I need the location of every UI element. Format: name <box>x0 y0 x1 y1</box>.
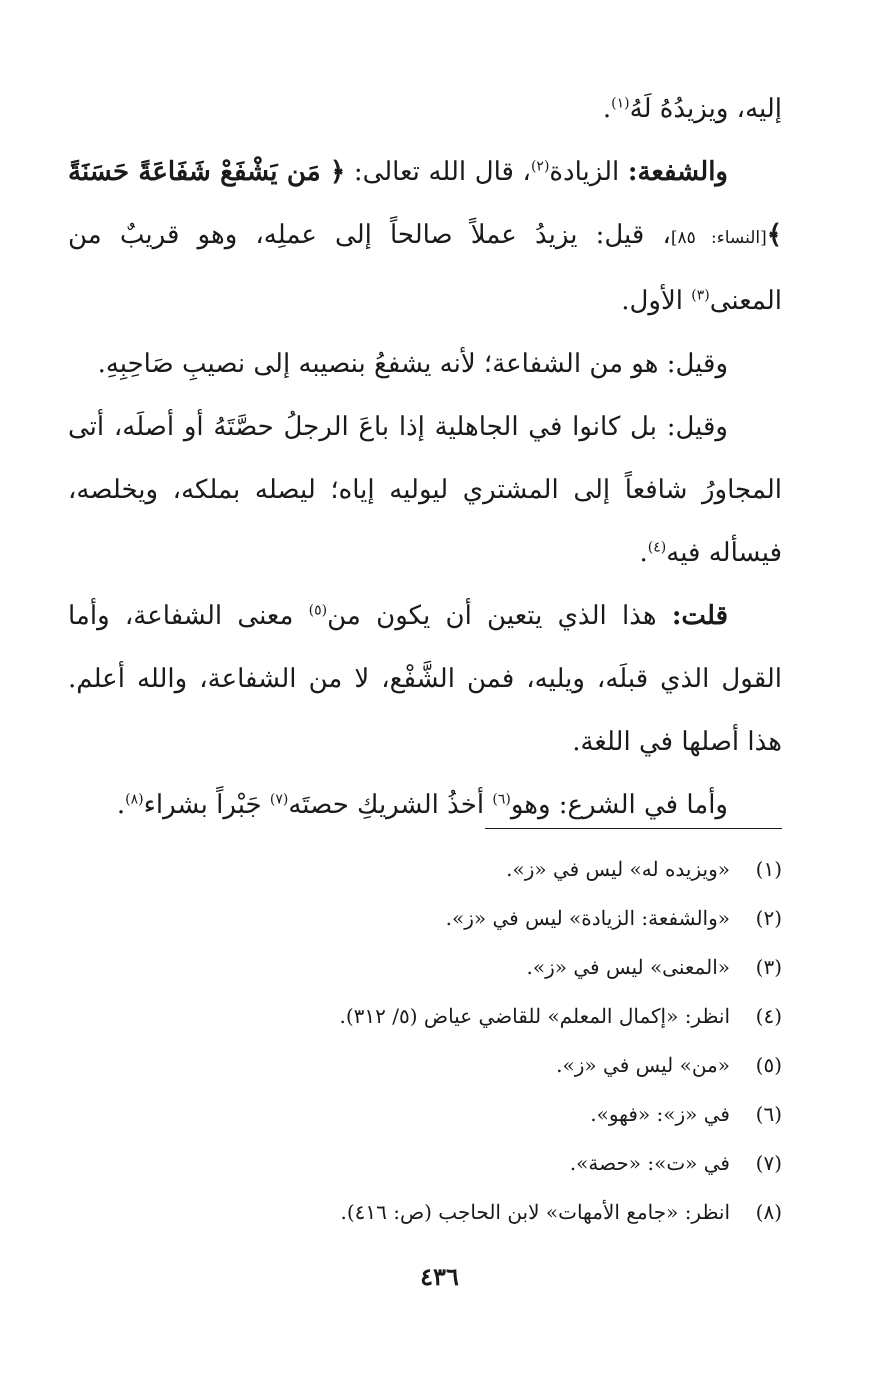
footnote-number: (١) <box>755 857 782 881</box>
page-number: ٤٣٦ <box>420 1262 459 1291</box>
footnote-text: انظر: «إكمال المعلم» للقاضي عياض (٥/ ٣١٢). <box>339 1004 730 1028</box>
footnote-item <box>68 992 782 1041</box>
footnote-number: (٥) <box>755 1053 782 1077</box>
term-shufa: والشفعة: <box>627 157 728 187</box>
paragraph-6-text-3: جَبْراً بشراء <box>143 790 270 820</box>
verse-reference: [النساء: ٨٥] <box>670 228 767 248</box>
paragraph-1 <box>68 78 782 141</box>
footnote-text: «المعنى» ليس في «ز». <box>526 955 730 979</box>
paragraph-2-text-1: الزيادة <box>549 157 628 187</box>
quran-verse: ﴿ مَن يَشْفَعْ شَفَاعَةً حَسَنَةً ﴾ <box>68 157 783 250</box>
footnote-item <box>68 1090 782 1139</box>
paragraph-6-text-2: أخذُ الشريكِ حصتَه <box>288 790 493 820</box>
paragraph-5-text-2: معنى الشفاعة، وأما القول الذي قبلَه، ويليه، فمن الشَّفْع، لا من الشفاعة، والله أعلم. هذا أصلها في اللغة. <box>68 601 782 757</box>
main-text <box>68 78 782 837</box>
paragraph-3: وقيل: هو من الشفاعة؛ لأنه يشفعُ بنصيبه إلى نصيبِ صَاحِبِهِ. <box>97 349 728 379</box>
footnote-item <box>68 845 782 894</box>
paragraph-4-end: . <box>639 538 648 568</box>
footnote-item <box>68 894 782 943</box>
footnote-text: «والشفعة: الزيادة» ليس في «ز». <box>445 906 730 930</box>
footnote-text: «ويزيده له» ليس في «ز». <box>506 857 730 881</box>
footnote-number: (٣) <box>755 955 782 979</box>
paragraph-4-text: وقيل: بل كانوا في الجاهلية إذا باعَ الرجلُ حصَّتَهُ أو أصلَه، أتى المجاورُ شافعاً إلى المشتري ليوليه إياه؛ ليصله بملكه، ويخلصه، فيسأله فيه <box>68 412 782 568</box>
footnote-ref-8[interactable]: (٨) <box>125 791 144 808</box>
footnote-divider <box>485 828 782 829</box>
paragraph-2-text-3: ، قيل: يزيدُ عملاً صالحاً إلى عملِه، وهو قريبٌ من المعنى <box>68 220 782 316</box>
term-qultu: قلت: <box>671 601 728 631</box>
footnote-item <box>68 1041 782 1090</box>
footnote-ref-6[interactable]: (٦) <box>492 791 511 808</box>
footnote-ref-7[interactable]: (٧) <box>269 791 289 808</box>
footnote-number: (٧) <box>755 1151 782 1175</box>
footnote-ref-2[interactable]: (٢) <box>530 158 550 175</box>
footnote-item <box>68 1188 782 1237</box>
paragraph-2-text-4: الأول. <box>621 286 692 316</box>
paragraph-5-text-1: هذا الذي يتعين أن يكون من <box>327 601 672 631</box>
paragraph-4 <box>68 396 782 585</box>
paragraph-5 <box>68 585 782 774</box>
footnote-ref-1[interactable]: (١) <box>611 95 630 112</box>
footnote-number: (٨) <box>755 1200 782 1224</box>
footnotes <box>68 845 782 1237</box>
footnote-number: (٢) <box>755 906 782 930</box>
paragraph-6-end: . <box>116 790 126 820</box>
footnote-number: (٦) <box>755 1102 782 1126</box>
footnote-text: في «ز»: «فهو». <box>590 1102 730 1126</box>
footnote-item <box>68 1139 782 1188</box>
footnote-text: «من» ليس في «ز». <box>556 1053 730 1077</box>
footnote-number: (٤) <box>755 1004 782 1028</box>
footnote-item <box>68 943 782 992</box>
paragraph-2 <box>68 141 782 333</box>
footnote-text: في «ت»: «حصة». <box>569 1151 730 1175</box>
footnote-ref-4[interactable]: (٤) <box>647 539 667 556</box>
paragraph-1-end: . <box>602 94 612 124</box>
footnote-ref-3[interactable]: (٣) <box>691 287 710 304</box>
footnote-ref-5[interactable]: (٥) <box>308 602 328 619</box>
paragraph-6-text-1: وأما في الشرع: وهو <box>510 790 728 820</box>
footnote-text: انظر: «جامع الأمهات» لابن الحاجب (ص: ٤١٦). <box>340 1200 730 1224</box>
paragraph-2-text-2: ، قال الله تعالى: <box>345 157 531 187</box>
paragraph-1-text: إليه، ويزيدُهُ لَهُ <box>629 94 782 124</box>
